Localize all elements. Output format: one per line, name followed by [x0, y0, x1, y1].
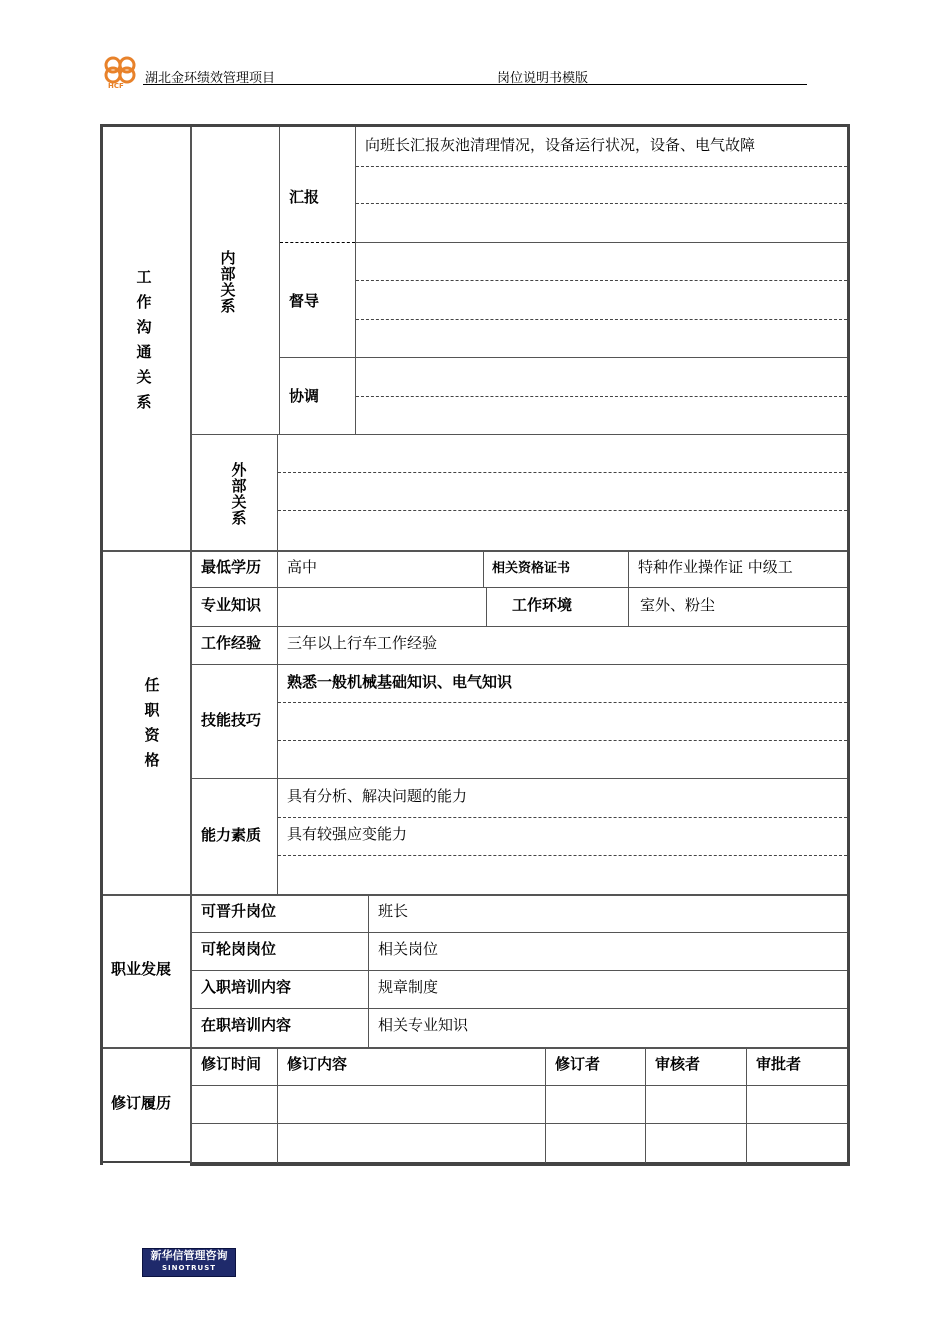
- document-title: 岗位说明书模版: [497, 71, 589, 86]
- frame-bottom: [190, 1162, 850, 1166]
- badge-chinese-text: 新华信管理咨询: [150, 1249, 228, 1262]
- col-divider-qual: [277, 550, 278, 894]
- label-work-environment: 工作环境: [512, 596, 573, 614]
- career-value-rotation: 相关岗位: [378, 940, 439, 958]
- section-label-revision: 修订履历: [111, 1094, 172, 1112]
- career-divider: [368, 895, 369, 1047]
- revision-header-reviser: 修订者: [555, 1055, 601, 1073]
- skills-line-2: [278, 740, 847, 741]
- label-ability: 能力素质: [201, 826, 262, 844]
- label-professional-knowledge: 专业知识: [201, 596, 262, 614]
- revision-row-line-1: [191, 1085, 847, 1086]
- revision-col-4: [746, 1048, 747, 1163]
- col-divider-external: [277, 435, 278, 550]
- section-label-communication: 工 作 沟 通 关 系: [136, 268, 152, 411]
- label-supervise: 督导: [289, 292, 320, 310]
- revision-row-line-2: [191, 1123, 847, 1124]
- section-label-career: 职业发展: [111, 960, 172, 978]
- value-work-experience: 三年以上行车工作经验: [287, 634, 438, 652]
- revision-header-approver: 审批者: [756, 1055, 802, 1073]
- value-min-education: 高中: [287, 558, 318, 576]
- value-ability-line-2: 具有较强应变能力: [287, 825, 408, 843]
- skills-line-1: [278, 702, 847, 703]
- col-divider-topic: [355, 127, 356, 435]
- qual-row-line-2: [191, 626, 847, 627]
- value-certificate: 特种作业操作证 中级工: [638, 558, 793, 576]
- frame-right: [847, 124, 850, 1165]
- project-name: 湖北金环绩效管理项目: [145, 71, 276, 86]
- career-value-induction-training: 规章制度: [378, 978, 439, 996]
- label-internal-relations: 内 部 关 系: [220, 249, 236, 315]
- revision-col-2: [545, 1048, 546, 1163]
- frame-top: [100, 124, 850, 127]
- section-divider-revision: [103, 1047, 847, 1049]
- supervise-line-3: [356, 357, 847, 358]
- label-min-education: 最低学历: [201, 558, 262, 576]
- logo-text: HCF: [108, 82, 124, 90]
- divider-internal-external: [191, 434, 847, 435]
- career-label-rotation: 可轮岗岗位: [201, 940, 277, 958]
- header-rule: [143, 84, 807, 85]
- career-label-promotion: 可晋升岗位: [201, 902, 277, 920]
- career-value-promotion: 班长: [378, 902, 409, 920]
- label-skills: 技能技巧: [201, 711, 262, 729]
- label-coordinate: 协调: [289, 387, 320, 405]
- career-row-line-2: [191, 970, 847, 971]
- cert-divider-right: [628, 550, 629, 626]
- label-external-relations: 外 部 关 系: [231, 461, 247, 527]
- career-row-line-3: [191, 1008, 847, 1009]
- label-report: 汇报: [289, 188, 320, 206]
- revision-col-3: [645, 1048, 646, 1163]
- career-label-induction-training: 入职培训内容: [201, 978, 292, 996]
- section-label-qualification: 任 职 资 格: [144, 676, 160, 769]
- cert-divider-left: [483, 550, 484, 588]
- supervise-line-2: [356, 319, 847, 320]
- label-certificate: 相关资格证书: [492, 561, 571, 576]
- ability-line-1: [278, 817, 847, 818]
- qual-row-line-1: [191, 587, 847, 588]
- section-divider-career: [103, 894, 847, 896]
- ability-line-2: [278, 855, 847, 856]
- report-line-1: [356, 166, 847, 167]
- career-label-onjob-training: 在职培训内容: [201, 1016, 292, 1034]
- external-line-1: [278, 472, 847, 473]
- external-line-2: [278, 510, 847, 511]
- col-divider-internal: [279, 127, 280, 435]
- revision-col-1: [277, 1048, 278, 1163]
- supervise-divider-left: [280, 357, 355, 358]
- career-value-onjob-training: 相关专业知识: [378, 1016, 469, 1034]
- revision-header-reviewer: 审核者: [655, 1055, 701, 1073]
- revision-header-content: 修订内容: [287, 1055, 348, 1073]
- frame-left: [100, 124, 103, 1165]
- frame-bottom-left: [100, 1161, 192, 1163]
- coordinate-line-1: [356, 396, 847, 397]
- qual-row-line-3: [191, 664, 847, 665]
- report-content: 向班长汇报灰池清理情况，设备运行状况，设备、电气故障: [365, 136, 756, 154]
- career-row-line-1: [191, 932, 847, 933]
- report-line-3: [356, 242, 847, 243]
- badge-english-text: SINOTRUST: [161, 1264, 217, 1272]
- env-divider-left: [486, 588, 487, 626]
- value-work-environment: 室外、粉尘: [640, 596, 716, 614]
- report-divider: [280, 242, 355, 243]
- qual-row-line-4: [191, 778, 847, 779]
- section-divider-qual: [103, 550, 847, 552]
- label-work-experience: 工作经验: [201, 634, 262, 652]
- report-line-2: [356, 203, 847, 204]
- revision-header-date: 修订时间: [201, 1055, 262, 1073]
- value-ability-line-1: 具有分析、解决问题的能力: [287, 787, 468, 805]
- sinotrust-badge: [142, 1248, 236, 1277]
- supervise-line-1: [356, 280, 847, 281]
- value-skills-line-1: 熟悉一般机械基础知识、电气知识: [287, 673, 513, 691]
